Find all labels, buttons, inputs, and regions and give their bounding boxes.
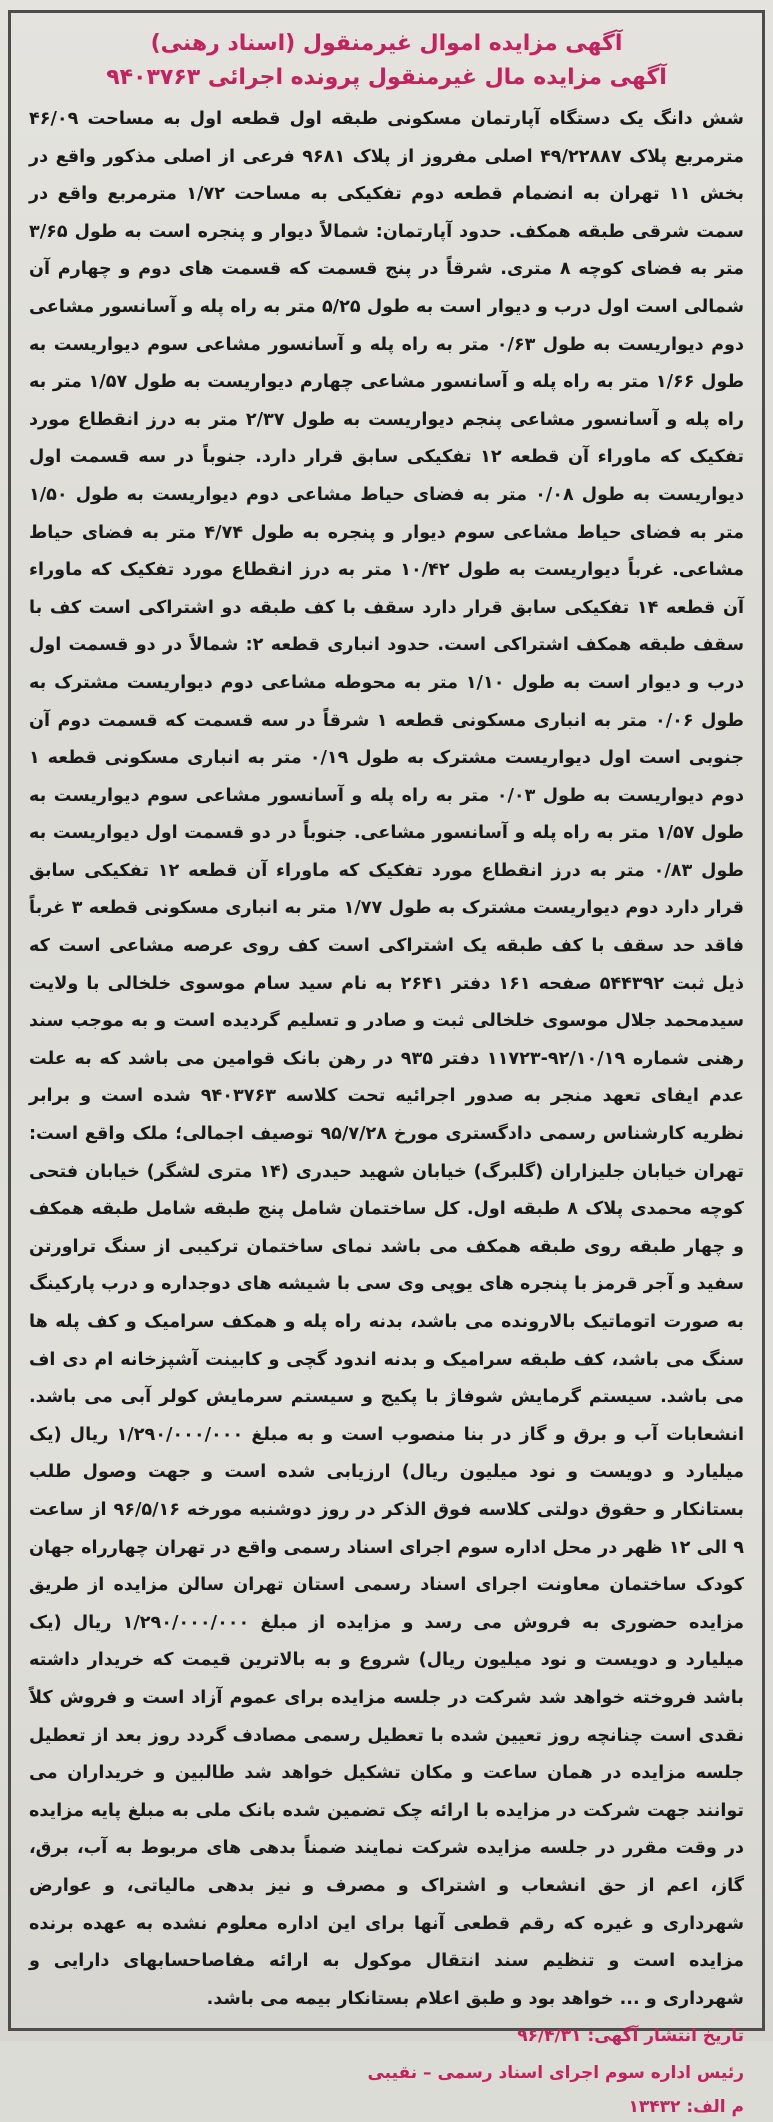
notice-subtitle: آگهی مزایده مال غیرمنقول پرونده اجرائی ۹۴۰۳۷۶۳	[106, 65, 667, 90]
publish-date	[29, 2018, 744, 2054]
signature-line: رئیس اداره سوم اجرای اسناد رسمی – نقیبی	[367, 2063, 744, 2084]
publish-date-label: تاریخ انتشار آگهی:	[587, 2026, 744, 2047]
notice-frame	[8, 10, 765, 2118]
publish-date-value: ۹۶/۴/۳۱	[517, 2026, 582, 2047]
reference-number	[29, 2092, 744, 2122]
notice-title: آگهی مزایده اموال غیرمنقول (اسناد رهنی)	[150, 31, 623, 56]
notice-body: شش دانگ یک دستگاه آپارتمان مسکونی طبقه اول قطعه اول به مساحت ۴۶/۰۹ مترمربع پلاک ۴۹/۲۲۸۸۷ اصلی مفروز از پلاک ۹۶۸۱ فرعی از اصلی مذکور واقع در بخش ۱۱ تهران به انضمام قطعه دوم تفکیکی به مساحت ۱/۷۲ مترمربع واقع در سمت شرقی طبقه همکف. حدود آپارتمان: شمالاً دیوار و پنجره است به طول ۳/۶۵ متر به فضای کوچه ۸ متری. شرقاً در پنج قسمت که قسمت های دوم و چهارم آن شمالی است اول درب و دیوار است به طول ۵/۲۵ متر به راه پله و آسانسور مشاعی دوم دیواریست به طول ۰/۶۳ متر به راه پله و آسانسور مشاعی سوم دیواریست به طول ۱/۶۶ متر به راه پله و آسانسور مشاعی چهارم دیواریست به طول ۱/۵۷ متر به راه پله و آسانسور مشاعی پنجم دیواریست به طول ۲/۳۷ متر به درز انقطاع مورد تفکیک که ماوراء آن قطعه ۱۲ تفکیکی سابق قرار دارد. جنوباً در سه قسمت اول دیواریست به طول ۰/۰۸ متر به فضای حیاط مشاعی دوم دیواریست به طول ۱/۵۰ متر به فضای حیاط مشاعی سوم دیوار و پنجره به طول ۴/۷۴ متر به فضای حیاط مشاعی. غرباً دیواریست به طول ۱۰/۴۲ متر به درز انقطاع مورد تفکیک که ماوراء آن قطعه ۱۴ تفکیکی سابق قرار دارد سقف با کف طبقه دو اشتراکی است کف با سقف طبقه همکف اشتراکی است. حدود انباری قطعه ۲: شمالاً در دو قسمت اول درب و دیوار است به طول ۱/۱۰ متر به محوطه مشاعی دوم دیواریست مشترک به طول ۰/۰۶ متر به انباری مسکونی قطعه ۱ شرقاً در سه قسمت که قسمت دوم آن جنوبی است اول دیواریست مشترک به طول ۰/۱۹ متر به انباری مسکونی قطعه ۱ دوم دیواریست به طول ۰/۰۳ متر به راه پله و آسانسور مشاعی سوم دیواریست به طول ۱/۵۷ متر به راه پله و آسانسور مشاعی. جنوباً در دو قسمت اول دیواریست به طول ۰/۸۳ متر به درز انقطاع مورد تفکیک که ماوراء آن قطعه ۱۲ تفکیکی سابق قرار دارد دوم دیواریست مشترک به طول ۱/۷۷ متر به انباری مسکونی قطعه ۳ غرباً فاقد حد سقف با کف طبقه یک اشتراکی است کف روی عرصه مشاعی است که ذیل ثبت ۵۴۴۳۹۲ صفحه ۱۶۱ دفتر ۲۶۴۱ به نام سید سام موسوی خلخالی با ولایت سیدمحمد جلال موسوی خلخالی ثبت و صادر و تسلیم گردیده است و به موجب سند رهنی شماره ۹۲/۱۰/۱۹-۱۱۷۲۳ دفتر ۹۳۵ در رهن بانک قوامین می باشد که به علت عدم ایفای تعهد منجر به صدور اجرائیه تحت کلاسه ۹۴۰۳۷۶۳ شده است و برابر نظریه کارشناس رسمی دادگستری مورخ ۹۵/۷/۲۸ توصیف اجمالی؛ ملک واقع است: تهران خیابان جلیزاران (گلبرگ) خیابان شهید حیدری (۱۴ متری لشگر) خیابان فتحی کوچه محمدی پلاک ۸ طبقه اول. کل ساختمان شامل پنج طبقه شامل طبقه همکف و چهار طبقه روی طبقه همکف می باشد نمای ساختمان ترکیبی از سنگ تراورتن سفید و آجر قرمز با پنجره های یوپی وی سی با شیشه های دوجداره و درب پارکینگ به صورت اتوماتیک بالارونده می باشد، بدنه راه پله و همکف سرامیک و کف پله ها سنگ می باشد، کف طبقه سرامیک و بدنه اندود گچی و کابینت آشپزخانه ام دی اف می باشد. سیستم گرمایش شوفاژ با پکیج و سیستم سرمایش کولر آبی می باشد. انشعابات آب و برق و گاز در بنا منصوب است و به مبلغ ۱/۲۹۰/۰۰۰/۰۰۰ ریال (یک میلیارد و دویست و نود میلیون ریال) ارزیابی شده است و جهت وصول طلب بستانکار و حقوق دولتی کلاسه فوق الذکر در روز دوشنبه مورخه ۹۶/۵/۱۶ از ساعت ۹ الی ۱۲ ظهر در محل اداره سوم اجرای اسناد رسمی واقع در تهران چهارراه جهان کودک ساختمان معاونت اجرای اسناد رسمی استان تهران سالن مزایده از طریق مزایده حضوری به فروش می رسد و مزایده از مبلغ ۱/۲۹۰/۰۰۰/۰۰۰ ریال (یک میلیارد و دویست و نود میلیون ریال) شروع و به بالاترین قیمت که خریدار داشته باشد فروخته خواهد شد شرکت در جلسه مزایده برای عموم آزاد است و فروش کلاً نقدی است چنانچه روز تعیین شده با تعطیل رسمی مصادف گردد روز بعد از تعطیل جلسه مزایده در همان ساعت و مکان تشکیل خواهد شد طالبین و خریداران می توانند جهت شرکت در مزایده با ارائه چک تضمین شده بانک ملی به مبلغ پایه مزایده در وقت مقرر در جلسه مزایده شرکت نمایند ضمناً بدهی های مربوط به آب، برق، گاز، اعم از حق انشعاب و اشتراک و مصرف و نیز بدهی مالیاتی، و عوارض شهرداری و غیره که رقم قطعی آنها برای این اداره معلوم نشده به عهده برنده مزایده است و تنظیم سند انتقال موکول به ارائه مفاصاحسابهای دارایی و شهرداری و ... خواهد بود و طبق اعلام بستانکار بیمه می باشد.	[29, 109, 745, 2009]
reference-label: م الف:	[686, 2097, 744, 2118]
reference-value: ۱۳۴۳۲	[628, 2097, 681, 2118]
